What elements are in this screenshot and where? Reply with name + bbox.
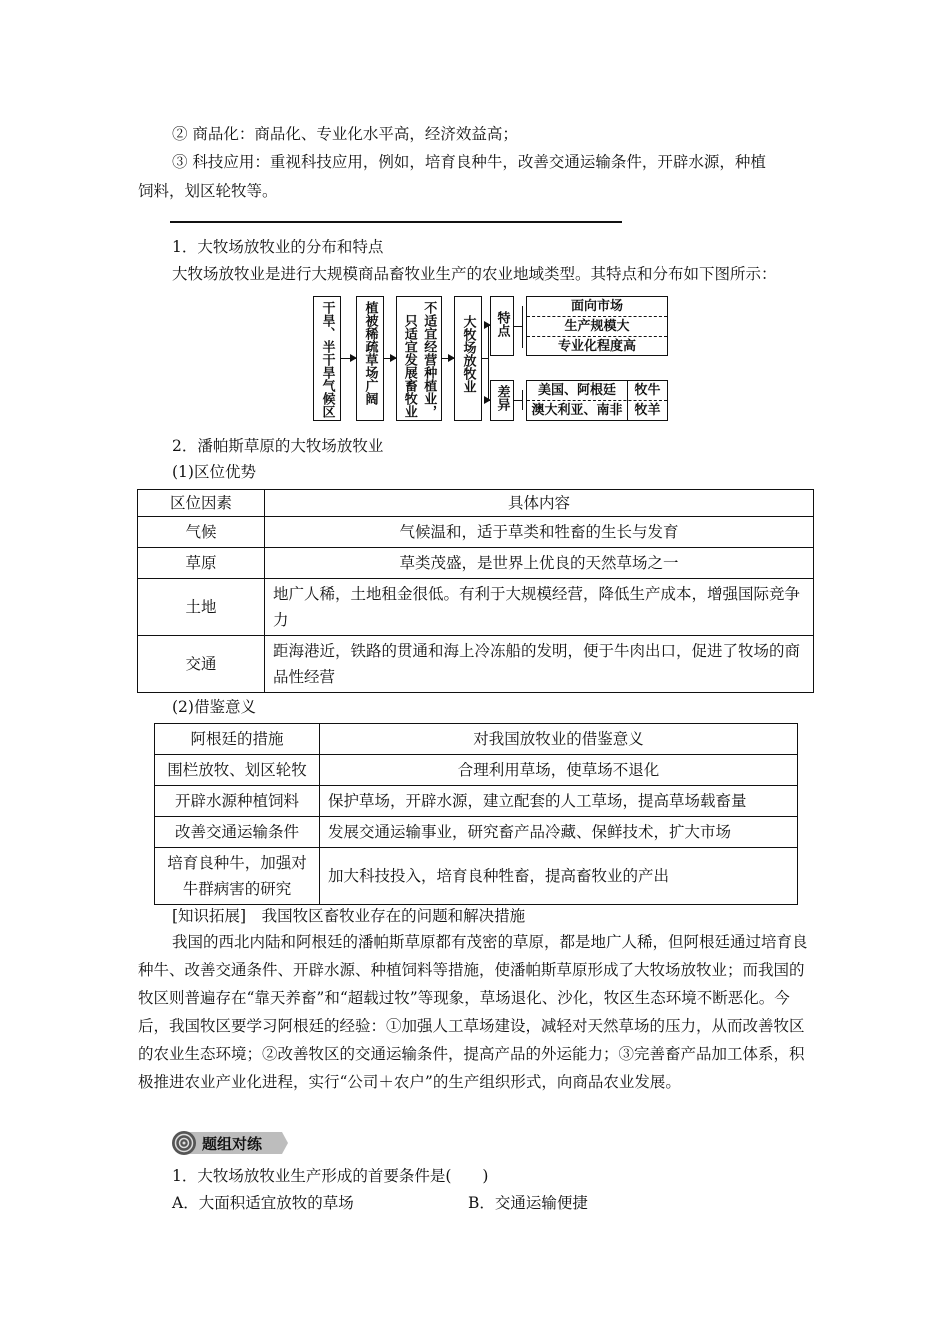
table-cell-significance: 保护草场，开辟水源，建立配套的人工草场，提高草场载畜量 [320,786,798,817]
diff-type: 牧牛 [634,383,661,398]
flow-arrow-3 [442,358,454,359]
diff-type: 牧羊 [634,403,661,418]
flow-box-vegetation-text: 植被稀疏草场广阔 [362,301,378,405]
table-row [155,755,798,786]
section1-heading: 1．大牧场放牧业的分布和特点 [172,238,384,256]
intro-line-1: ② 商品化：商品化、专业化水平高，经济效益高； [172,125,518,143]
table-cell-significance: 加大科技投入，培育良种牲畜，提高畜牧业的产出 [320,848,798,905]
extension-title: [知识拓展] 我国牧区畜牧业存在的问题和解决措施 [172,907,526,925]
table-row [138,579,814,636]
option-a[interactable]: A．大面积适宜放牧的草场 [172,1194,354,1212]
table-cell-factor: 气候 [138,517,265,548]
feature-divider [527,316,667,317]
table-cell-measure: 改善交通运输条件 [155,817,320,848]
flow-features-box [526,296,668,356]
feature-item: 专业化程度高 [557,339,636,354]
badge-target-dot [183,1142,186,1145]
flow-arrow-2 [384,358,396,359]
table-row [138,517,814,548]
feature-item: 面向市场 [570,299,623,314]
table-cell-significance: 合理利用草场，使草场不退化 [320,755,798,786]
table-row [155,786,798,817]
table-cell-content: 距海港近，铁路的贯通和海上冷冻船的发明，便于牛肉出口，促进了牧场的商品性经营 [265,636,814,693]
flow-diff-label-text: 差异 [494,385,510,411]
table-row [138,548,814,579]
table-cell-content: 气候温和，适于草类和牲畜的生长与发育 [265,517,814,548]
table-header-cell: 对我国放牧业的借鉴意义 [320,724,798,755]
diff-row [527,401,667,420]
table-header-cell: 区位因素 [138,490,265,517]
location-advantage-table [137,489,814,693]
table-cell-measure: 围栏放牧、划区轮牧 [155,755,320,786]
section1-text: 大牧场放牧业是进行大规模商品畜牧业生产的农业地域类型。其特点和分布如下图所示： [172,265,777,283]
table-cell-measure: 开辟水源种植饲料 [155,786,320,817]
diff-row [527,381,667,401]
diff-divider [527,400,667,401]
flow-box-ranching-text: 大牧场放牧业 [460,315,476,393]
flow-box-suitability [396,296,442,421]
table-cell-factor: 交通 [138,636,265,693]
flow-feature-label [490,296,514,356]
question-1: 1．大牧场放牧业生产形成的首要条件是( ) [172,1167,489,1185]
table-cell-significance: 发展交通运输事业，研究畜产品冷藏、保鲜技术，扩大市场 [320,817,798,848]
flow-box-climate-text: 干旱、半干旱气候区 [319,301,335,418]
flow-box-climate [313,296,341,421]
flow-feature-label-text: 特点 [494,311,510,337]
flow-branch-vertical [488,325,489,400]
table-row [155,848,798,905]
exercise-badge [170,1129,290,1157]
feature-divider [527,336,667,337]
table-cell-content: 地广人稀，土地租金很低。有利于大规模经营，降低生产成本，增强国际竞争力 [265,579,814,636]
table-cell-measure: 培育良种牛，加强对牛群病害的研究 [155,848,320,905]
section-divider [170,221,622,223]
flow-feature-connector [514,326,522,327]
flow-arrow-1 [341,358,356,359]
table-cell-factor: 土地 [138,579,265,636]
option-b[interactable]: B．交通运输便捷 [468,1194,588,1212]
diff-region: 澳大利亚、南非 [527,401,628,420]
extension-body: 我国的西北内陆和阿根廷的潘帕斯草原都有茂密的草原，都是地广人稀，但阿根廷通过培育良种牛、改善交通条件、开辟水源、种植饲料等措施，使潘帕斯草原形成了大牧场放牧业；而我国的牧区则普遍存在“靠天养畜”和“超载过牧”等现象，草场退化、沙化，牧区生态环境不断恶化。今后，我国牧区要学习阿根廷的经验：①加强人工草场建设，减轻对天然草场的压力，从而改善牧区的农业生态环境；②改善牧区的交通运输条件，提高产品的外运能力；③完善畜产品加工体系，积极推进农业产业化进程，实行“公司＋农户”的生产组织形式，向商品农业发展。 [138,933,808,1091]
section2-sub2: (2)借鉴意义 [172,698,256,716]
table-cell-content: 草类茂盛，是世界上优良的天然草场之一 [265,548,814,579]
table-header-row [155,724,798,755]
diff-region: 美国、阿根廷 [527,381,628,401]
flow-diff-bracket [522,390,523,410]
table-row [138,636,814,693]
table-header-cell: 具体内容 [265,490,814,517]
flow-box-suitability-text-b: 只适宜发展畜牧业 [401,314,417,418]
table-header-row [138,490,814,517]
section2-heading: 2．潘帕斯草原的大牧场放牧业 [172,437,384,455]
flow-feature-bracket [522,306,523,348]
intro-line-2: ③ 科技应用：重视科技应用，例如，培育良种牛，改善交通运输条件，开辟水源，种植 [172,153,766,171]
flow-diff-connector [514,400,522,401]
table-row [155,817,798,848]
table-cell-factor: 草原 [138,548,265,579]
badge-label: 题组对练 [202,1135,263,1153]
feature-item: 生产规模大 [564,319,630,334]
flow-box-vegetation [356,296,384,421]
reference-significance-table [154,723,798,905]
table-header-cell: 阿根廷的措施 [155,724,320,755]
section2-sub1: (1)区位优势 [172,463,256,481]
intro-line-3: 饲料，划区轮牧等。 [138,182,278,200]
flow-diff-label [490,380,514,421]
flow-box-ranching [454,296,482,421]
flow-box-suitability-text-a: 不适宜经营种植业， [421,301,437,418]
